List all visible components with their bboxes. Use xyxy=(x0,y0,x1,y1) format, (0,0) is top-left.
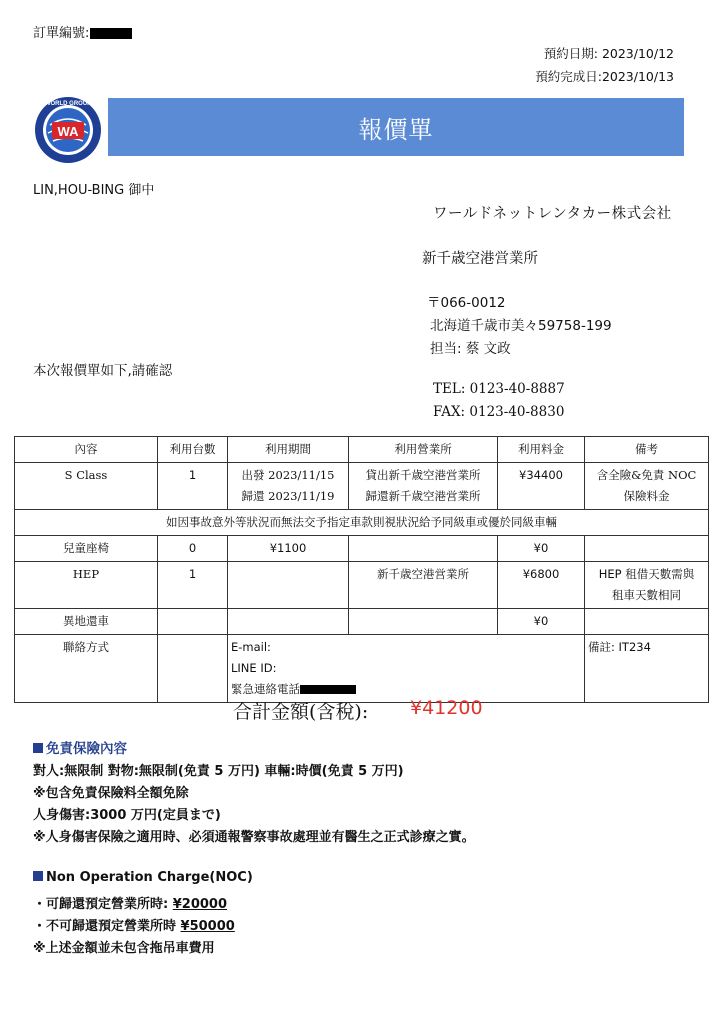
table-row-car xyxy=(15,463,709,510)
car-offices: 貸出新千歳空港営業所 歸還新千歳空港営業所 xyxy=(349,463,498,510)
child-seat-unit-price: ¥1100 xyxy=(228,536,349,562)
hep-office: 新千歳空港営業所 xyxy=(349,562,498,609)
header-qty: 利用台數 xyxy=(158,437,228,463)
postal-code: 〒066-0012 xyxy=(427,295,506,311)
redacted-phone xyxy=(300,685,356,694)
office-name: 新千歳空港営業所 xyxy=(422,251,538,267)
car-period: 出發 2023/11/15 歸還 2023/11/19 xyxy=(228,463,349,510)
noc-line-3: ※上述金額並未包含拖吊車費用 xyxy=(33,941,215,956)
insurance-heading: 免責保險內容 xyxy=(33,737,127,757)
logo-letters: WA xyxy=(57,124,79,139)
table-row-child-seat xyxy=(15,536,709,562)
table-header-row xyxy=(15,437,709,463)
header-period: 利用期間 xyxy=(228,437,349,463)
oneway-price: ¥0 xyxy=(498,609,585,635)
order-number: 訂單編號: xyxy=(33,22,132,41)
customer-name: LIN,HOU-BING 御中 xyxy=(33,183,155,198)
insurance-line-2: ※包含免責保險料全額免除 xyxy=(33,786,189,801)
insurance-line-4: ※人身傷害保險之適用時、必須通報警察事故處理並有醫生之正式診療之實。 xyxy=(33,830,475,845)
booking-date: 預約日期: 2023/10/12 xyxy=(543,46,674,61)
total-label: 合計金額(含稅): xyxy=(233,701,369,723)
square-bullet-icon xyxy=(33,743,43,753)
contact-remark: 備註: IT234 xyxy=(585,635,709,703)
document-title: 報價單 xyxy=(108,98,684,156)
company-fax: FAX: 0123-40-8830 xyxy=(433,404,565,420)
child-seat-price: ¥0 xyxy=(498,536,585,562)
car-note: 含全險&免責 NOC 保險料金 xyxy=(585,463,709,510)
table-row-hep xyxy=(15,562,709,609)
total-amount: ¥41200 xyxy=(410,697,483,719)
noc-line-2: ・不可歸還預定營業所時 ¥50000 xyxy=(33,919,235,934)
noc-heading: Non Operation Charge(NOC) xyxy=(33,870,253,885)
contact-details xyxy=(228,635,585,703)
child-seat-office xyxy=(349,536,498,562)
company-name: ワールドネットレンタカー株式会社 xyxy=(433,206,672,222)
intro-text: 本次報價單如下,請確認 xyxy=(33,363,173,379)
noc-return-fee: ¥20000 xyxy=(172,897,228,912)
hep-note: HEP 租借天數需與 租車天數相同 xyxy=(585,562,709,609)
hep-name: HEP xyxy=(15,562,158,609)
child-seat-qty: 0 xyxy=(158,536,228,562)
company-tel: TEL: 0123-40-8887 xyxy=(433,381,565,397)
hep-qty: 1 xyxy=(158,562,228,609)
car-name: S Class xyxy=(15,463,158,510)
contact-emergency: 緊急連絡電話 xyxy=(231,682,300,696)
contact-person: 担当: 蔡 文政 xyxy=(430,341,511,357)
oneway-name: 異地還車 xyxy=(15,609,158,635)
header-fee: 利用料金 xyxy=(498,437,585,463)
noc-line-1: ・可歸還預定營業所時: ¥20000 xyxy=(33,897,228,912)
header-office: 利用營業所 xyxy=(349,437,498,463)
child-seat-name: 兒童座椅 xyxy=(15,536,158,562)
table-row-oneway xyxy=(15,609,709,635)
world-group-logo xyxy=(33,95,103,165)
child-seat-note xyxy=(585,536,709,562)
contact-line: LINE ID: xyxy=(231,661,277,675)
insurance-line-3: 人身傷害:3000 万円(定員まで) xyxy=(33,808,221,823)
insurance-line-1: 對人:無限制 對物:無限制(免責 5 万円) 車輛:時價(免責 5 万円) xyxy=(33,764,404,779)
completion-date: 預約完成日:2023/10/13 xyxy=(535,69,674,84)
contact-email: E-mail: xyxy=(231,640,271,654)
redacted-order-id xyxy=(90,28,132,39)
hep-price: ¥6800 xyxy=(498,562,585,609)
contact-label: 聯絡方式 xyxy=(15,635,158,703)
header-note: 備考 xyxy=(585,437,709,463)
noc-no-return-fee: ¥50000 xyxy=(180,919,235,934)
square-bullet-icon xyxy=(33,871,43,881)
table-row-contact xyxy=(15,635,709,703)
vehicle-notice: 如因事故意外等狀況而無法交予指定車款則視狀況給予同級車或優於同級車輛 xyxy=(15,510,709,536)
hep-period xyxy=(228,562,349,609)
table-row-notice xyxy=(15,510,709,536)
car-price: ¥34400 xyxy=(498,463,585,510)
car-qty: 1 xyxy=(158,463,228,510)
company-address: 北海道千歳市美々59758-199 xyxy=(430,318,612,334)
quote-table xyxy=(14,436,709,703)
logo-text: WORLD GROUP xyxy=(44,101,92,107)
header-content: 內容 xyxy=(15,437,158,463)
